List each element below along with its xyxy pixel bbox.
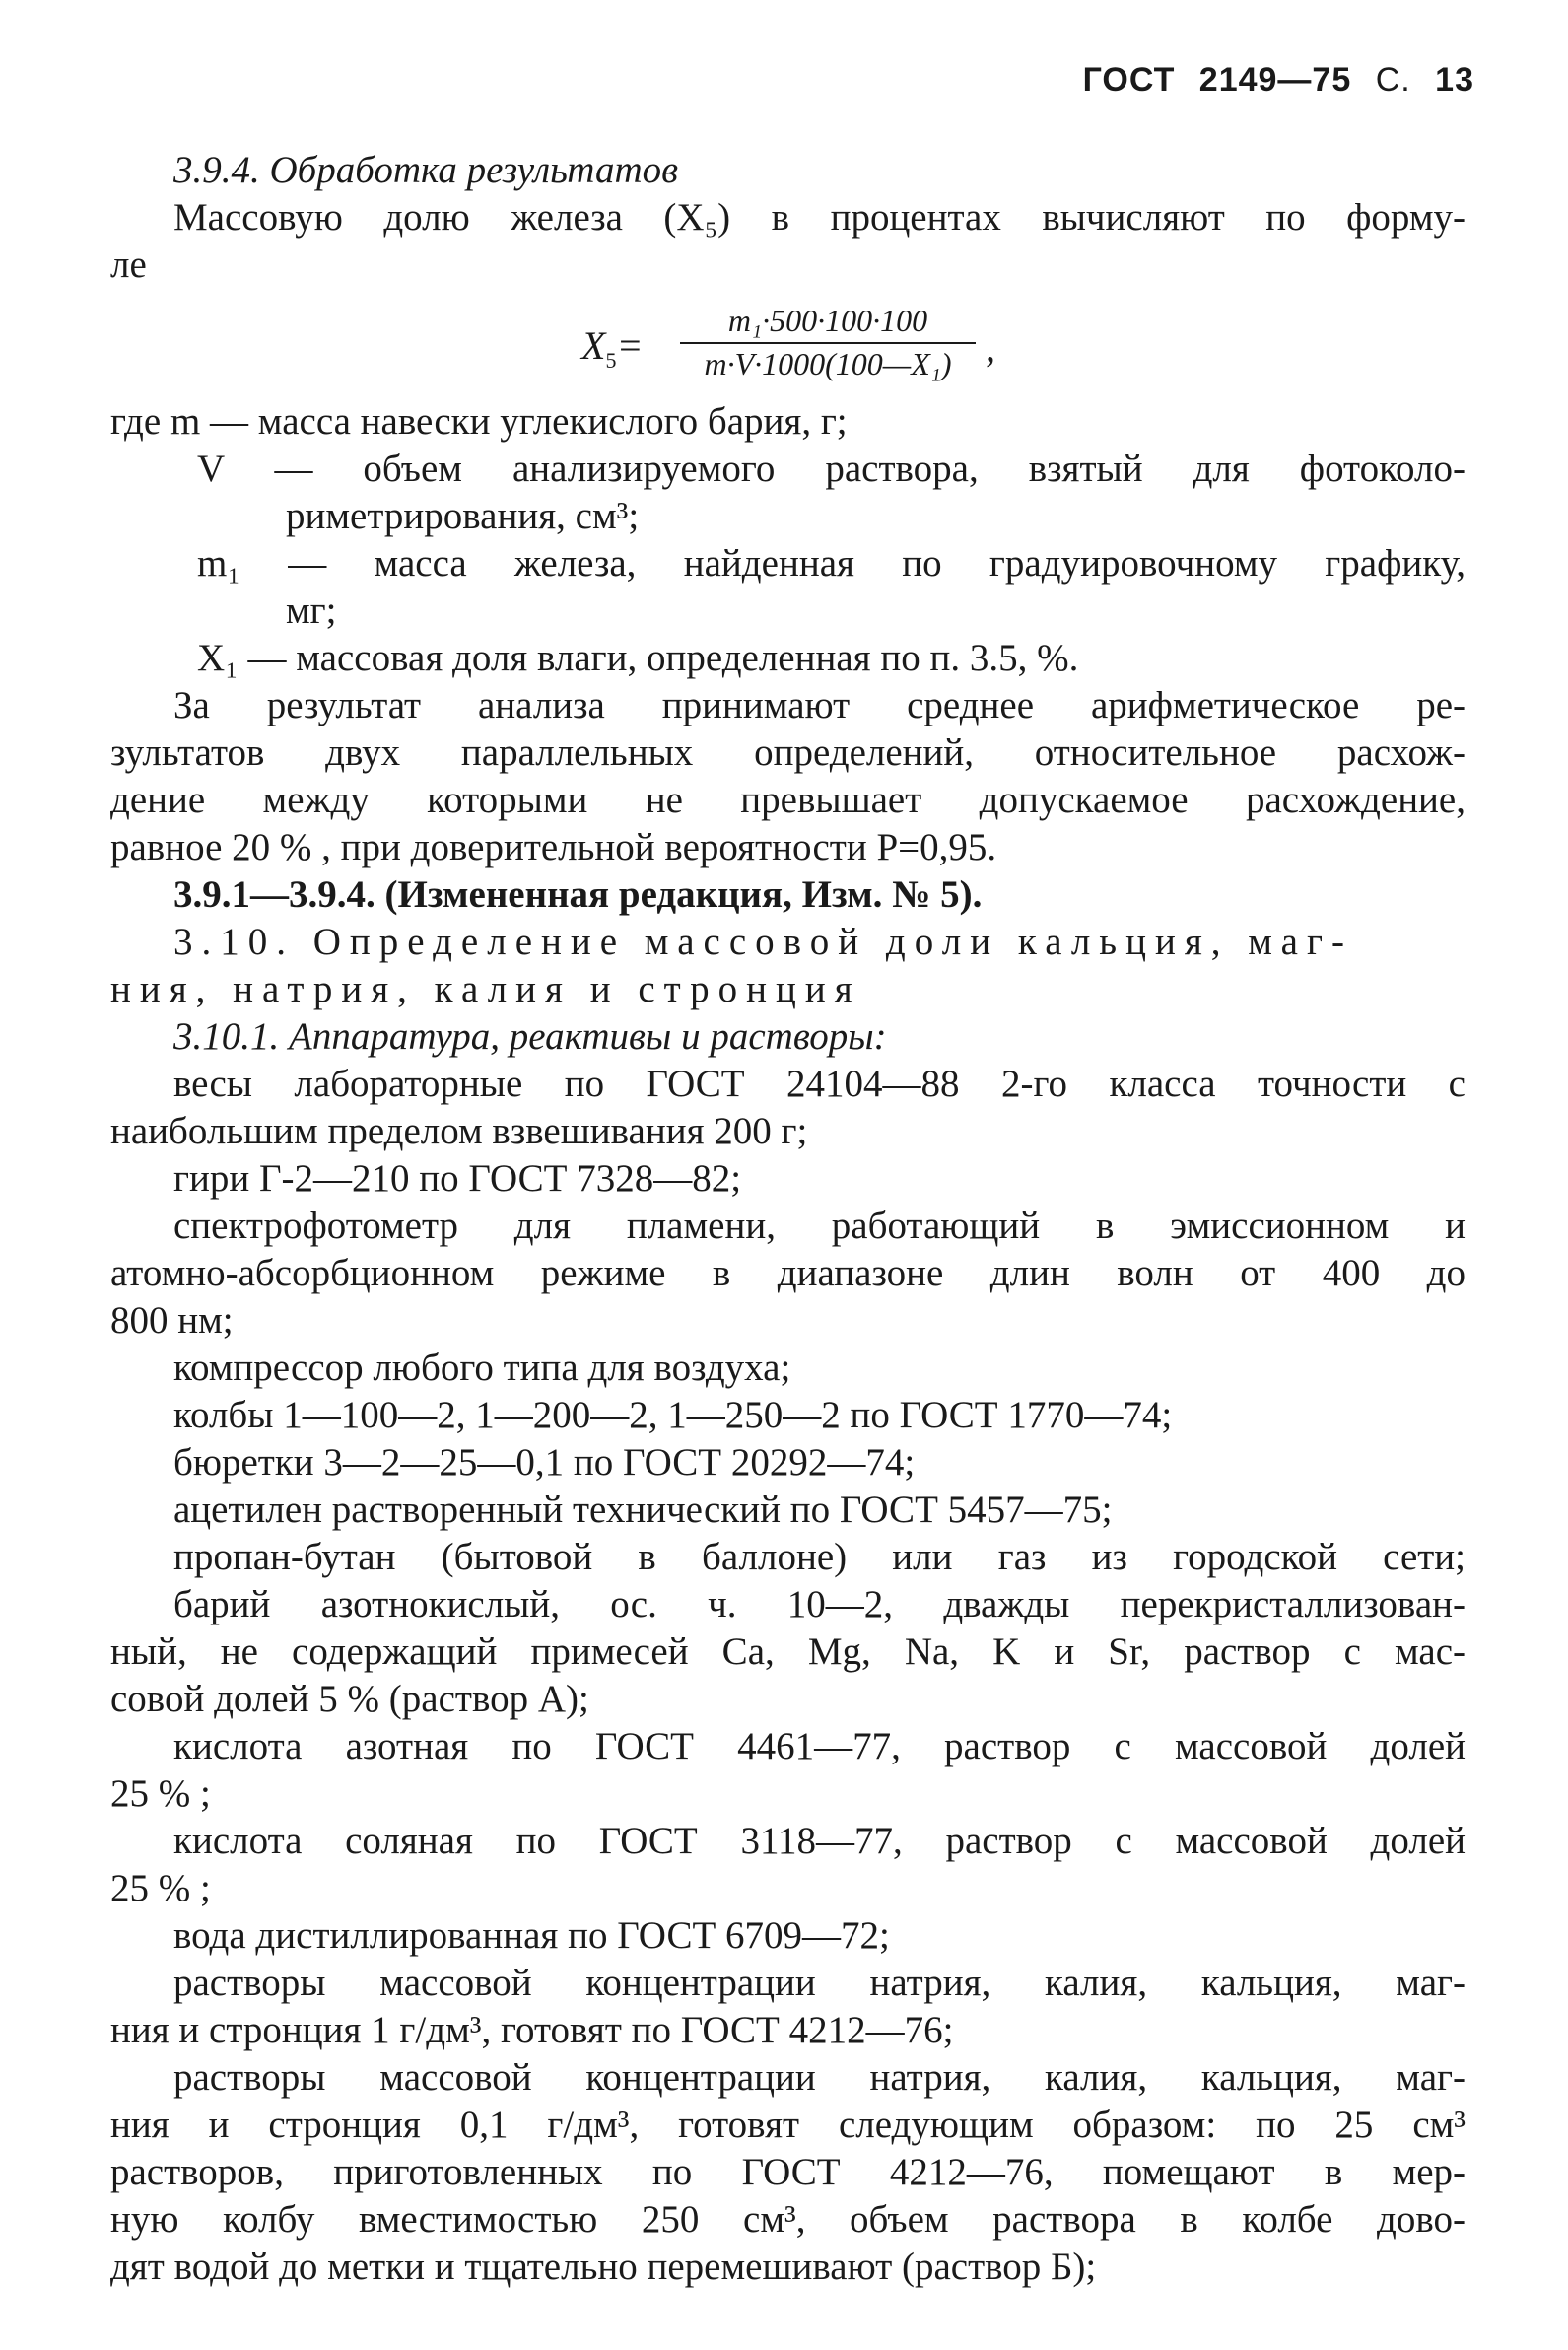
item-scales-1: весы лабораторные по ГОСТ 24104—88 2-го класса точности с [173,1063,1466,1105]
formula-eq: = [616,323,644,368]
item-propane: пропан-бутан (бытовой в баллоне) или газ из городской сети; [173,1536,1466,1578]
where-m1: m₁ — масса железа, найденная по градуировочному графику, [197,542,1466,585]
result-line-4: равное 20 % , при доверительной вероятности P=0,95. [110,826,997,868]
page-header [1083,61,1474,100]
item-weights: гири Г-2—210 по ГОСТ 7328—82; [173,1157,742,1200]
item-solutions-2e: дят водой до метки и тщательно перемешивают (раствор Б); [110,2246,1097,2288]
formula-denominator: m·V·1000(100—X₁) [704,346,952,381]
where-v: V — объем анализируемого раствора, взятый для фотоколо- [197,448,1466,490]
where-x1: X₁ — массовая доля влаги, определенная по п. 3.5, %. [197,637,1079,679]
item-spectro-2: атомно-абсорбционном режиме в диапазоне длин волн от 400 до [110,1252,1466,1294]
item-barium-1: барий азотнокислый, ос. ч. 10—2, дважды перекристаллизован- [173,1583,1466,1625]
section-3-9-4-title: 3.9.4. Обработка результатов [173,149,679,191]
where-m: где m — масса навески углекислого бария, г; [110,400,848,443]
item-acetylene: ацетилен растворенный технический по ГОСТ 5457—75; [173,1488,1113,1531]
section-3-10-1-title: 3.10.1. Аппаратура, реактивы и растворы: [173,1015,887,1058]
result-line-1: За результат анализа принимают среднее арифметическое ре- [173,684,1466,726]
item-spectro-3: 800 нм; [110,1299,234,1342]
item-water: вода дистиллированная по ГОСТ 6709—72; [173,1914,890,1957]
intro-line-2: ле [110,243,147,286]
formula-numerator: m₁·500·100·100 [727,303,928,338]
formula-lhs [581,322,644,373]
item-nitric-1: кислота азотная по ГОСТ 4461—77, раствор с массовой долей [173,1725,1466,1767]
formula-lhs-var: X [581,323,606,368]
item-solutions-1a: растворы массовой концентрации натрия, калия, кальция, маг- [173,1962,1466,2004]
item-nitric-2: 25 % ; [110,1772,211,1815]
item-compressor: компрессор любого типа для воздуха; [173,1347,791,1389]
item-scales-2: наибольшим пределом взвешивания 200 г; [110,1110,808,1152]
result-line-2: зультатов двух параллельных определений, относительное расхож- [110,731,1466,774]
edit-note: 3.9.1—3.9.4. (Измененная редакция, Изм. № 5). [173,873,983,916]
formula-trail: , [986,325,995,370]
formula-lhs-sub: 5 [605,348,617,373]
item-barium-3: совой долей 5 % (раствор А); [110,1678,589,1720]
item-solutions-2d: ную колбу вместимостью 250 см³, объем раствора в колбе дово- [110,2198,1466,2241]
item-spectro-1: спектрофотометр для пламени, работающий в эмиссионном и [173,1205,1466,1247]
section-3-10-line-1: 3.10. Определение массовой доли кальция, маг- [173,921,1353,963]
section-3-10-line-2: ния, натрия, калия и стронция [110,968,861,1010]
item-burettes: бюретки 3—2—25—0,1 по ГОСТ 20292—74; [173,1441,916,1484]
item-hydrochloric-2: 25 % ; [110,1867,211,1909]
item-solutions-2a: растворы массовой концентрации натрия, калия, кальция, маг- [173,2056,1466,2099]
intro-line-1: Массовую долю железа (X₅) в процентах вычисляют по форму- [173,196,1466,239]
item-solutions-1b: ния и стронция 1 г/дм³, готовят по ГОСТ 4212—76; [110,2009,954,2051]
item-barium-2: ный, не содержащий примесей Ca, Mg, Na, K и Sr, раствор с мас- [110,1630,1466,1673]
where-v-cont: риметрирования, см³; [286,495,640,537]
header-page-number: 13 [1435,61,1474,99]
result-line-3: дение между которыми не превышает допускаемое расхождение, [110,779,1466,821]
header-number: 2149—75 [1198,61,1352,99]
item-solutions-2c: растворов, приготовленных по ГОСТ 4212—76, помещают в мер- [110,2151,1466,2193]
item-flasks: колбы 1—100—2, 1—200—2, 1—250—2 по ГОСТ 1770—74; [173,1394,1173,1436]
where-m1-cont: мг; [286,589,337,632]
item-hydrochloric-1: кислота соляная по ГОСТ 3118—77, раствор с массовой долей [173,1820,1466,1862]
header-page-prefix: С. [1375,61,1411,99]
item-solutions-2b: ния и стронция 0,1 г/дм³, готовят следующим образом: по 25 см³ [110,2104,1466,2146]
formula-fraction [680,301,976,383]
header-standard: ГОСТ [1082,61,1176,99]
